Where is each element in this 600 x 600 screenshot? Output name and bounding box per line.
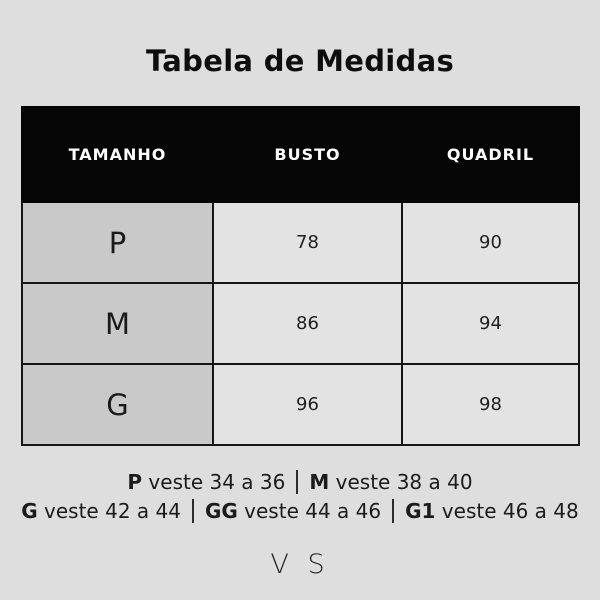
page-title: Tabela de Medidas bbox=[145, 44, 455, 78]
busto-value-cell: 78 bbox=[213, 202, 402, 283]
table-row bbox=[22, 283, 579, 364]
busto-value-cell: 86 bbox=[213, 283, 402, 364]
quadril-value-cell: 90 bbox=[402, 202, 579, 283]
fit-note: M veste 38 a 40 bbox=[309, 470, 473, 494]
table-row bbox=[22, 202, 579, 283]
size-label-cell: P bbox=[22, 202, 213, 283]
column-header-busto: BUSTO bbox=[213, 107, 402, 202]
column-header-tamanho: TAMANHO bbox=[22, 107, 213, 202]
size-table bbox=[21, 106, 580, 446]
table-row bbox=[22, 364, 579, 445]
column-header-quadril: QUADRIL bbox=[402, 107, 579, 202]
fit-notes-line-2 bbox=[0, 497, 600, 526]
quadril-value-cell: 94 bbox=[402, 283, 579, 364]
size-label-cell: M bbox=[22, 283, 213, 364]
separator-bar bbox=[192, 499, 194, 523]
separator-bar bbox=[392, 499, 394, 523]
fit-note: P veste 34 a 36 bbox=[127, 470, 286, 494]
header-row bbox=[22, 107, 579, 202]
size-label-cell: G bbox=[22, 364, 213, 445]
fit-notes bbox=[0, 468, 600, 526]
brand-logo: V S bbox=[270, 549, 330, 580]
fit-note: GG veste 44 a 46 bbox=[204, 499, 382, 523]
fit-note: G veste 42 a 44 bbox=[21, 499, 181, 523]
separator-bar bbox=[296, 470, 298, 494]
fit-note: G1 veste 46 a 48 bbox=[405, 499, 579, 523]
fit-notes-line-1 bbox=[0, 468, 600, 497]
size-table-header bbox=[22, 107, 579, 202]
quadril-value-cell: 98 bbox=[402, 364, 579, 445]
busto-value-cell: 96 bbox=[213, 364, 402, 445]
